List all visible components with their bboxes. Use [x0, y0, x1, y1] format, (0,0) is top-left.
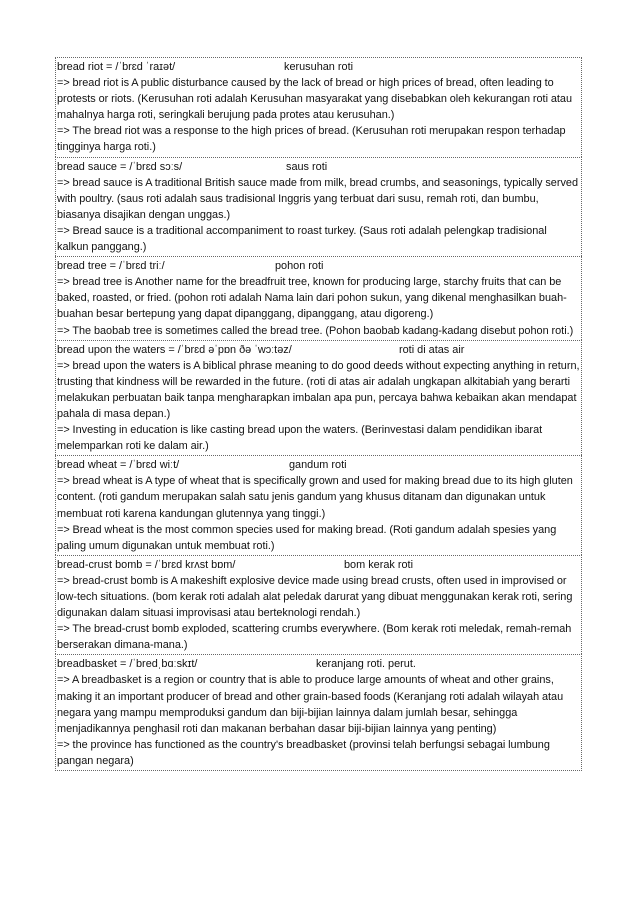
dictionary-entry	[55, 455, 582, 555]
entry-translation: keranjang roti. perut.	[316, 658, 416, 671]
entry-example: => Bread sauce is a traditional accompaniment to roast turkey. (Saus roti adalah pelengkap tradisional kalkun panggang.)	[57, 224, 547, 254]
entry-term: bread sauce = /ˈbrɛd sɔːs/	[57, 160, 183, 173]
entry-heading	[57, 342, 581, 358]
entry-definition: => bread riot is A public disturbance caused by the lack of bread or high prices of bread, often leading to protests or riots. (Kerusuhan roti adalah Kerusuhan masyarakat yang disebabkan oleh kekurangan roti atau mahalnya harga roti, seringkali berujung pada protes atau kerusuhan.)	[57, 77, 573, 122]
entry-definition: => bread upon the waters is A biblical phrase meaning to do good deeds without expecting anything in return, trusting that kindness will be rewarded in the future. (roti di atas air adalah ungkapan alkitabiah yang berarti melakukan perbuatan baik tanpa mengharapkan imbalan apa pun, percaya bahwa kebaikan akan mendapat pahala di masa depan.)	[57, 359, 580, 420]
entry-translation: roti di atas air	[399, 343, 465, 356]
entry-term: bread tree = /ˈbrɛd triː/	[57, 260, 165, 273]
entry-term: bread riot = /ˈbrɛd ˈraɪət/	[57, 61, 176, 73]
entry-heading	[57, 457, 581, 473]
entry-term: bread wheat = /ˈbrɛd wiːt/	[57, 459, 180, 472]
entry-example: => Bread wheat is the most common species used for making bread. (Roti gandum adalah spesies yang paling umum digunakan untuk membuat roti.)	[57, 523, 557, 552]
entry-heading	[57, 656, 581, 672]
entry-heading	[57, 258, 581, 274]
entry-definition: => bread sauce is A traditional British sauce made from milk, bread crumbs, and seasonings, typically served with poultry. (saus roti adalah saus tradisional Inggris yang terbuat dari susu, remah roti, dan bumbu, biasanya disajikan dengan unggas.)	[57, 176, 579, 221]
entry-example: => the province has functioned as the country's breadbasket (provinsi telah berfungsi sebagai lumbung pangan negara)	[57, 738, 550, 767]
entry-example: => The bread-crust bomb exploded, scattering crumbs everywhere. (Bom kerak roti meledak, remah-remah berserakan dimana-mana.)	[57, 623, 572, 652]
dictionary-entry	[55, 157, 582, 257]
entry-term: bread upon the waters = /ˈbrɛd əˈpɒn ðə ˈwɔːtəz/	[57, 343, 292, 356]
dictionary-entry	[55, 555, 582, 655]
dictionary-entry	[55, 654, 582, 771]
entry-definition: => bread wheat is A type of wheat that is specifically grown and used for making bread due to its high gluten content. (roti gandum merupakan salah satu jenis gandum yang khusus ditanam dan digunakan untuk membuat roti karena kandungan glutennya yang tinggi.)	[57, 475, 573, 520]
entry-term: bread-crust bomb = /ˈbrɛd krʌst bɒm/	[57, 558, 236, 571]
entry-translation: gandum roti	[289, 459, 347, 472]
dictionary-entries	[55, 57, 582, 771]
entry-example: => Investing in education is like casting bread upon the waters. (Berinvestasi dalam pendidikan ibarat melemparkan roti ke dalam air.)	[57, 424, 543, 453]
entry-example: => The bread riot was a response to the high prices of bread. (Kerusuhan roti merupakan respon terhadap tingginya harga roti.)	[57, 125, 566, 154]
entry-example: => The baobab tree is sometimes called the bread tree. (Pohon baobab kadang-kadang disebut pohon roti.)	[57, 324, 574, 337]
dictionary-entry	[55, 340, 582, 456]
dictionary-entry	[55, 57, 582, 157]
entry-definition: => bread-crust bomb is A makeshift explosive device made using bread crusts, often used in improvised or low-tech situations. (bom kerak roti adalah alat peledak darurat yang dibuat menggunakan kerak roti, sering digunakan dalam situasi improvisasi atau berteknologi rendah.)	[57, 574, 573, 620]
entry-term: breadbasket = /ˈbredˌbɑːskɪt/	[57, 658, 198, 671]
entry-translation: kerusuhan roti	[284, 61, 354, 73]
entry-definition: => bread tree is Another name for the breadfruit tree, known for producing large, starchy fruits that can be baked, roasted, or fried. (pohon roti adalah Nama lain dari pohon sukun, yang dikenal menghasilkan buah-buahan besar bertepung yang dapat dipanggang, dipanggang, atau digoreng.)	[57, 276, 567, 321]
entry-definition: => A breadbasket is a region or country that is able to produce large amounts of wheat and other grains, making it an important producer of bread and other grain-based foods (Keranjang roti adalah wilayah atau negara yang mampu memproduksi gandum dan biji-bijian lainnya dalam jumlah besar, sehingga menjadikannya penghasil roti dan makanan berbahan dasar biji-bijian lainnya yang penting)	[57, 674, 564, 735]
entry-heading	[57, 557, 581, 573]
entry-heading	[57, 159, 581, 175]
dictionary-entry	[55, 256, 582, 339]
entry-translation: saus roti	[286, 160, 328, 173]
entry-translation: pohon roti	[275, 260, 324, 273]
entry-translation: bom kerak roti	[344, 558, 413, 571]
entry-heading	[57, 59, 581, 75]
